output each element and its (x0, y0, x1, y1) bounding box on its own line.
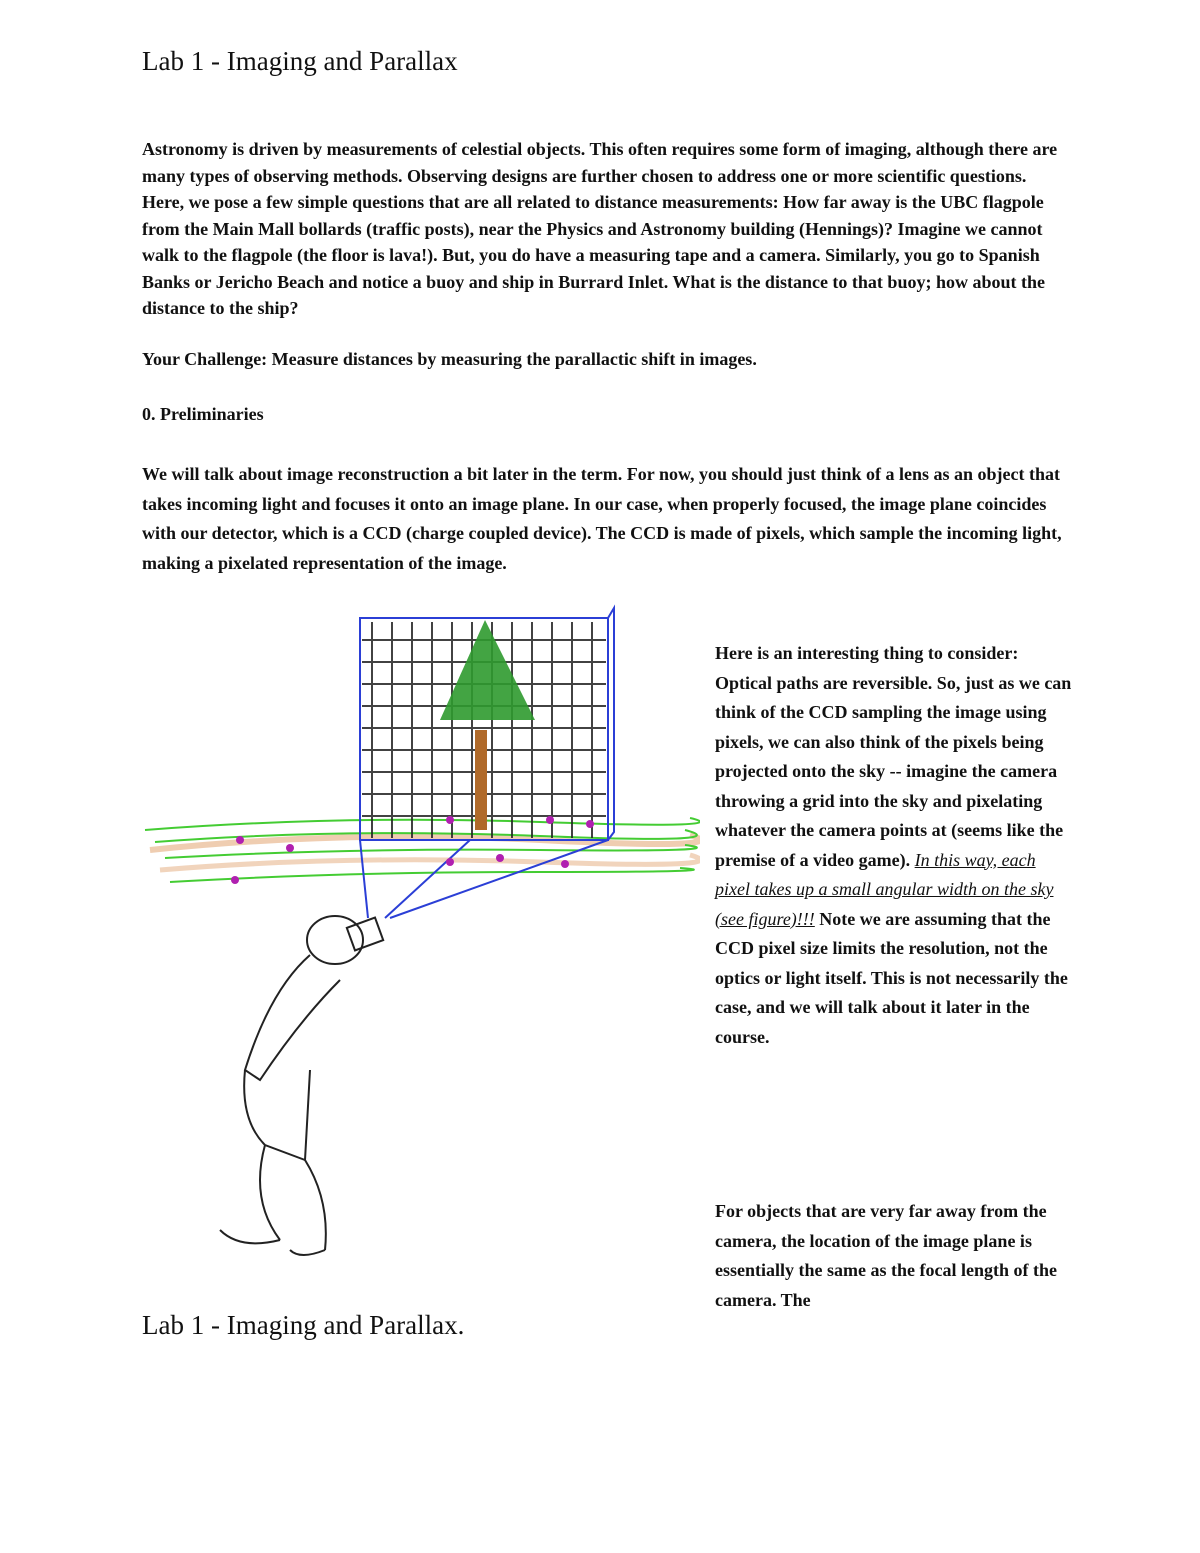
grass-stripe (165, 845, 697, 858)
preliminaries-heading: 0. Preliminaries (142, 404, 264, 424)
side-text-emphasis: In this way, each pixel takes up a small angular width on the sky (see figure)!!! (715, 849, 1054, 929)
footer-title: Lab 1 - Imaging and Parallax. (142, 1310, 465, 1340)
challenge-paragraph: Your Challenge: Measure distances by measuring the parallactic shift in images. (142, 349, 757, 369)
tree-trunk (475, 730, 487, 830)
side-paragraph (715, 639, 1075, 1052)
side-paragraph-2: For objects that are very far away from the camera, the location of the image plane is essentially the same as the focal length of the camera. The (715, 1201, 1057, 1310)
page-title: Lab 1 - Imaging and Parallax (142, 46, 458, 76)
side-text-part1: Here is an interesting thing to consider: Optical paths are reversible. So, just as we can think of the CCD sampling the image using pixels, we can also think of the pixels being projected onto the sky -- imagine the camera throwing a grid into the sky and pixelating whatever the camera points at (seems like the premise of a video game). (715, 643, 1072, 870)
lens-paragraph: We will talk about image reconstruction a bit later in the term. For now, you should just think of a lens as an object that takes incoming light and focuses it onto an image plane. In our case, when properly focused, the image plane coincides with our detector, which is a CCD (charge coupled device). The CCD is made of pixels, which sample the incoming light, making a pixelated representation of the image. (142, 464, 1062, 573)
tree-foliage (440, 620, 535, 720)
sand-stripe (160, 855, 700, 870)
grass-stripe (145, 818, 700, 830)
side-text-part2: Note we are assuming that the CCD pixel size limits the resolution, not the optics or light itself. This is not necessarily the case, and we will talk about it later in the course. (715, 908, 1068, 1047)
person-with-camera (220, 916, 383, 1255)
camera-grid-illustration (140, 600, 700, 1260)
intro-paragraph: Astronomy is driven by measurements of celestial objects. This often requires some form of imaging, although there are many types of observing methods. Observing designs are further chosen to address one or more scientific questions. Here, we pose a few simple questions that are all related to distance measurements: How far away is the UBC flagpole from the Main Mall bollards (traffic posts), near the Physics and Astronomy building (Hennings)? Imagine we cannot walk to the flagpole (the floor is lava!). But, you do have a measuring tape and a camera. Similarly, you go to Spanish Banks or Jericho Beach and notice a buoy and ship in Burrard Inlet. What is the distance to that buoy; how about the distance to the ship? (142, 139, 1058, 318)
